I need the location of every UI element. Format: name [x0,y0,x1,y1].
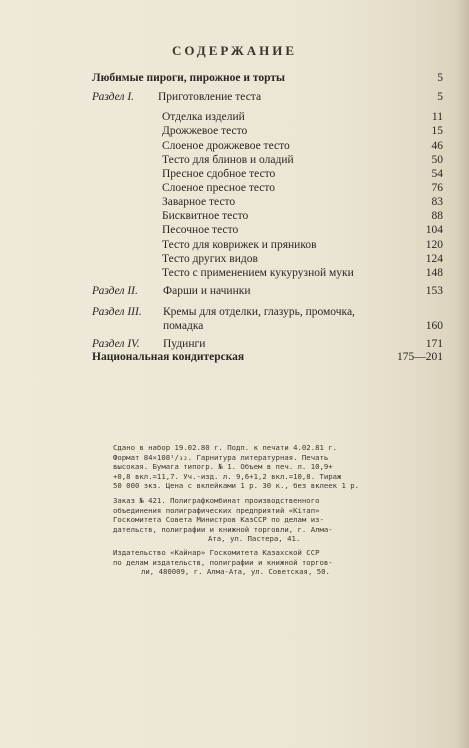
toc-entry-page: 88 [431,210,443,222]
toc-entry-label: Любимые пироги, пирожное и торты [92,72,285,84]
imprint-paragraph [113,548,401,577]
toc-entry-label: Тесто с применением кукурузной муки [162,267,354,279]
toc-entry-label: Национальная кондитерская [92,351,245,363]
imprint-line: Ата, ул. Пастера, 41. [208,534,301,543]
toc-entry [0,89,469,105]
toc-entry-label: Песочное тесто [162,224,239,236]
imprint-line: 50 000 экз. Цена с вклейками 1 р. 30 к., без вклеек 1 р. [113,481,360,490]
toc-entry-page: 54 [431,168,443,180]
toc-entry-page: 83 [431,196,443,208]
toc-entry [0,222,469,238]
toc-entry [0,265,469,281]
toc-title: СОДЕРЖАНИЕ [171,43,298,58]
toc-entry [0,123,469,139]
section-prefix: Раздел III. [92,306,142,318]
imprint-paragraph [113,443,401,491]
imprint-line: Издательство «Кайнар» Госкомитета Казахской ССР [113,548,320,557]
toc-entry [0,283,469,299]
toc-entry-page: 15 [431,125,443,137]
toc-entry-label: Тесто других видов [162,253,258,265]
toc-entry-page: 50 [431,154,443,166]
toc-entry-label: Тесто для коврижек и пряников [162,239,317,251]
toc-entry-page: 160 [425,320,443,332]
imprint-line: объединения полиграфических предприятий «Кітап» [113,505,320,515]
imprint-line: высокая. Бумага типогр. № 1. Объем в печ. л. 10,9+ [113,462,333,471]
section-prefix: Раздел I. [92,91,135,103]
toc-entry-label: Отделка изделий [162,111,245,123]
toc-entry-page: 175—201 [397,351,443,363]
toc-entry-label: Дрожжевое тесто [162,125,248,137]
toc-entry-page: 120 [425,239,443,251]
toc-entry [0,349,469,365]
toc-entry-page: 11 [431,111,443,123]
toc-entry-label: Слоеное дрожжевое тесто [162,140,290,152]
toc-entry-label: Заварное тесто [162,196,236,208]
toc-entry-page: 76 [431,182,443,194]
section-prefix: Раздел II. [92,285,138,297]
toc-entry-page: 148 [425,267,443,279]
toc-entry-page: 171 [425,338,443,350]
toc-entry-label: Слоеное пресное тесто [162,182,275,194]
toc-entry-label: Бисквитное тесто [162,210,249,222]
toc-entry-page: 5 [437,91,443,103]
toc-entry-label-continued: помадка [163,320,204,332]
imprint-line: Сдано в набор 19.02.80 г. Подп. к печати 4.02.81 г. [113,443,338,452]
imprint-line: Формат 84×108¹/₃₂. Гарнитура литературная. Печать [113,452,329,462]
imprint-line: ли, 480009, г. Алма-Ата, ул. Советская, 50. [141,567,330,576]
toc-entry [0,70,469,86]
toc-entry-label: Приготовление теста [158,91,262,103]
section-prefix: Раздел IV. [92,338,140,350]
imprint-line: Заказ № 421. Полиграфкомбинат производственного [113,496,320,505]
toc-entry-label: Кремы для отделки, глазурь, промочка, [163,306,355,318]
imprint-line: дательств, полиграфии и книжной торговли, г. Алма- [113,524,333,534]
imprint-line: по делам издательств, полиграфии и книжной торгов- [113,557,333,567]
toc-entry-page: 46 [431,140,443,152]
toc-entry-page: 153 [425,285,443,297]
toc-entry-page: 124 [425,253,443,265]
imprint-line: +0,8 вкл.=11,7. Уч.-изд. л. 9,6+1,2 вкл.=10,8. Тираж [113,471,342,481]
toc-entry-label: Пудинги [163,338,206,350]
imprint-paragraph [113,496,401,544]
toc-entry-label: Тесто для блинов и оладий [162,154,294,166]
toc-entry-continued [0,318,469,334]
toc-entry-page: 5 [437,72,443,84]
imprint-line: Госкомитета Совета Министров КазССР по делам из- [113,515,324,524]
toc-entry-label: Фарши и начинки [163,285,251,297]
toc-entry-page: 104 [425,224,443,236]
toc-entry-label: Пресное сдобное тесто [162,168,276,180]
